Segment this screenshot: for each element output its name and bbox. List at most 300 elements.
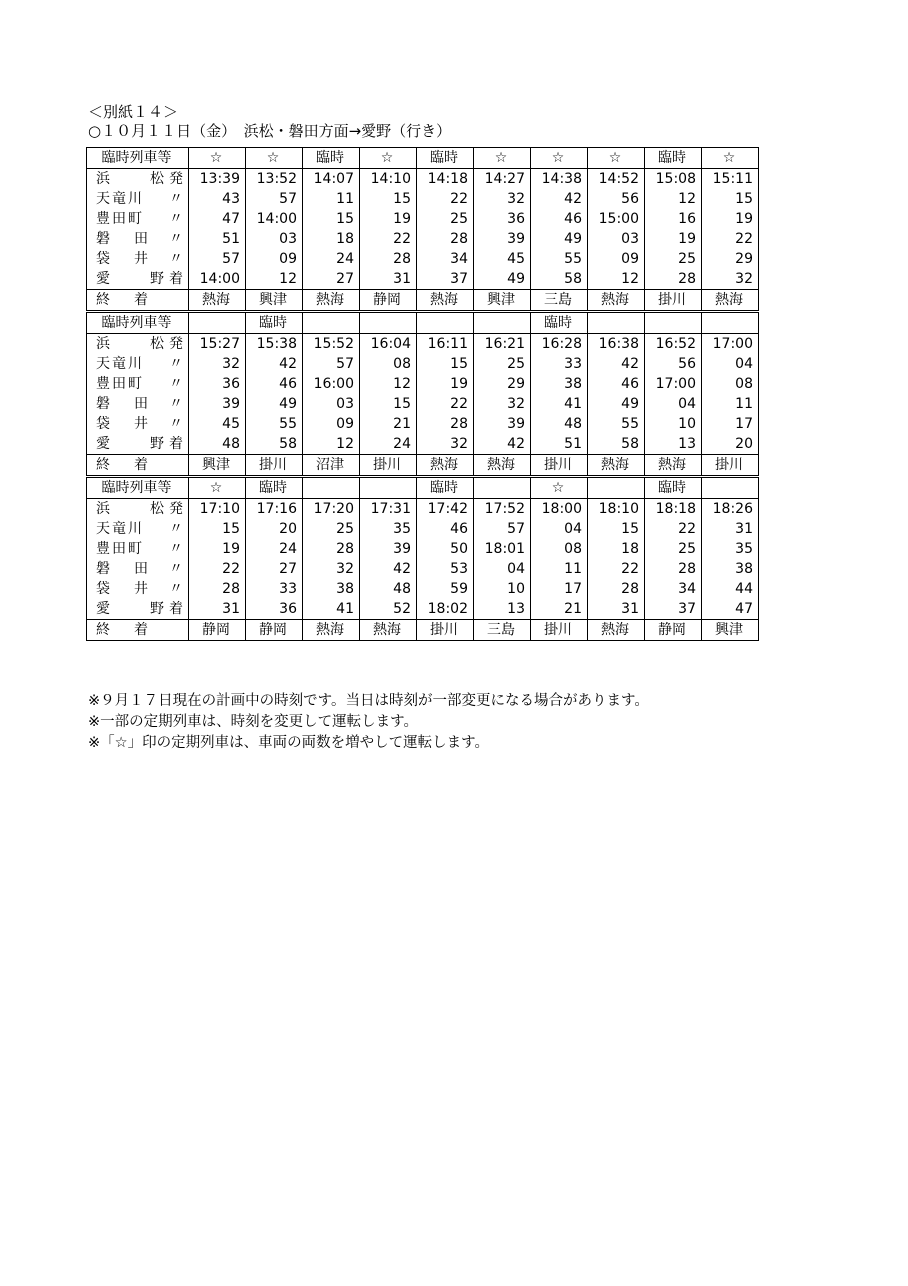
destination-cell: 三島 xyxy=(531,290,588,312)
station-label-cell xyxy=(87,354,189,374)
time-cell: 58 xyxy=(588,434,645,455)
time-cell: 42 xyxy=(474,434,531,455)
destination-cell: 掛川 xyxy=(702,455,759,477)
time-cell: 28 xyxy=(189,579,246,599)
time-cell: 38 xyxy=(303,579,360,599)
time-cell: 53 xyxy=(417,559,474,579)
time-cell: 09 xyxy=(246,249,303,269)
station-row xyxy=(87,334,759,355)
train-type-cell: 臨時 xyxy=(645,477,702,499)
time-cell: 17:31 xyxy=(360,499,417,520)
time-cell: 14:07 xyxy=(303,169,360,190)
time-cell: 28 xyxy=(360,249,417,269)
destination-cell: 静岡 xyxy=(360,290,417,312)
time-cell: 57 xyxy=(246,189,303,209)
time-cell: 38 xyxy=(531,374,588,394)
train-type-cell: ☆ xyxy=(246,148,303,169)
destination-cell: 熱海 xyxy=(360,620,417,641)
time-cell: 15 xyxy=(360,189,417,209)
page-title: ○１０月１１日（金） 浜松・磐田方面→愛野（行き） xyxy=(88,122,452,140)
time-cell: 17:42 xyxy=(417,499,474,520)
station-row xyxy=(87,414,759,434)
time-cell: 49 xyxy=(588,394,645,414)
time-cell: 15:00 xyxy=(588,209,645,229)
time-cell: 21 xyxy=(360,414,417,434)
station-row xyxy=(87,499,759,520)
station-name: 豊 田 町 xyxy=(96,375,144,392)
time-cell: 37 xyxy=(645,599,702,620)
time-cell: 15:08 xyxy=(645,169,702,190)
station-row xyxy=(87,394,759,414)
time-cell: 58 xyxy=(531,269,588,290)
train-type-cell: 臨時 xyxy=(246,477,303,499)
note-item: ※９月１７日現在の計画中の時刻です。当日は時刻が一部変更になる場合があります。 xyxy=(88,693,649,709)
time-cell: 18:02 xyxy=(417,599,474,620)
time-cell: 14:00 xyxy=(189,269,246,290)
time-cell: 34 xyxy=(645,579,702,599)
time-cell: 17:20 xyxy=(303,499,360,520)
train-type-cell xyxy=(303,312,360,334)
station-name: 磐 田 xyxy=(96,230,148,247)
station-row xyxy=(87,169,759,190)
time-cell: 46 xyxy=(588,374,645,394)
time-cell: 16 xyxy=(645,209,702,229)
time-cell: 55 xyxy=(246,414,303,434)
time-cell: 04 xyxy=(645,394,702,414)
time-cell: 29 xyxy=(474,374,531,394)
station-label-cell xyxy=(87,414,189,434)
train-type-header: 臨時列車等 xyxy=(87,148,189,169)
time-cell: 03 xyxy=(303,394,360,414)
timetable xyxy=(86,147,759,641)
station-name: 愛 野 xyxy=(96,600,164,617)
station-action: 〃 xyxy=(169,250,183,267)
time-cell: 19 xyxy=(360,209,417,229)
time-cell: 25 xyxy=(645,249,702,269)
time-cell: 13 xyxy=(474,599,531,620)
time-cell: 24 xyxy=(303,249,360,269)
destination-cell: 興津 xyxy=(246,290,303,312)
time-cell: 04 xyxy=(702,354,759,374)
time-cell: 11 xyxy=(303,189,360,209)
station-label-cell xyxy=(87,519,189,539)
time-cell: 12 xyxy=(246,269,303,290)
time-cell: 13 xyxy=(645,434,702,455)
station-row xyxy=(87,599,759,620)
station-name: 愛 野 xyxy=(96,435,164,452)
train-type-cell: ☆ xyxy=(189,477,246,499)
time-cell: 22 xyxy=(417,394,474,414)
station-label-cell xyxy=(87,559,189,579)
time-cell: 51 xyxy=(189,229,246,249)
train-type-cell xyxy=(588,312,645,334)
train-type-cell: 臨時 xyxy=(303,148,360,169)
time-cell: 20 xyxy=(246,519,303,539)
train-type-cell xyxy=(588,477,645,499)
train-type-cell xyxy=(474,477,531,499)
station-label-cell xyxy=(87,539,189,559)
station-label-cell xyxy=(87,229,189,249)
train-type-cell: ☆ xyxy=(474,148,531,169)
time-cell: 32 xyxy=(474,394,531,414)
station-name: 磐 田 xyxy=(96,395,148,412)
train-type-cell xyxy=(303,477,360,499)
station-action: 〃 xyxy=(169,395,183,412)
time-cell: 45 xyxy=(189,414,246,434)
time-cell: 51 xyxy=(531,434,588,455)
station-action: 発 xyxy=(169,500,183,517)
station-name: 袋 井 xyxy=(96,415,148,432)
destination-cell: 熱海 xyxy=(588,455,645,477)
time-cell: 15 xyxy=(588,519,645,539)
station-name: 豊 田 町 xyxy=(96,540,144,557)
train-type-cell xyxy=(702,477,759,499)
time-cell: 18 xyxy=(303,229,360,249)
time-cell: 15 xyxy=(702,189,759,209)
station-action: 〃 xyxy=(169,210,183,227)
train-type-cell: 臨時 xyxy=(246,312,303,334)
time-cell: 14:38 xyxy=(531,169,588,190)
station-label-cell xyxy=(87,394,189,414)
station-name: 天 竜 川 xyxy=(96,190,144,207)
time-cell: 32 xyxy=(474,189,531,209)
destination-cell: 熱海 xyxy=(417,290,474,312)
destination-header xyxy=(87,620,189,641)
time-cell: 49 xyxy=(246,394,303,414)
destination-cell: 静岡 xyxy=(189,620,246,641)
destination-cell: 熱海 xyxy=(588,290,645,312)
time-cell: 16:28 xyxy=(531,334,588,355)
time-cell: 57 xyxy=(474,519,531,539)
time-cell: 12 xyxy=(360,374,417,394)
time-cell: 13:39 xyxy=(189,169,246,190)
station-name: 浜 松 xyxy=(96,500,164,517)
time-cell: 09 xyxy=(303,414,360,434)
time-cell: 31 xyxy=(189,599,246,620)
time-cell: 04 xyxy=(531,519,588,539)
station-name: 袋 井 xyxy=(96,250,148,267)
time-cell: 46 xyxy=(246,374,303,394)
time-cell: 19 xyxy=(645,229,702,249)
station-action: 発 xyxy=(169,335,183,352)
time-cell: 22 xyxy=(189,559,246,579)
destination-cell: 静岡 xyxy=(246,620,303,641)
time-cell: 15:27 xyxy=(189,334,246,355)
station-label-cell xyxy=(87,434,189,455)
train-type-cell: ☆ xyxy=(360,148,417,169)
time-cell: 52 xyxy=(360,599,417,620)
station-row xyxy=(87,559,759,579)
station-action: 着 xyxy=(169,435,183,452)
time-cell: 31 xyxy=(360,269,417,290)
time-cell: 14:10 xyxy=(360,169,417,190)
time-cell: 22 xyxy=(360,229,417,249)
train-type-cell xyxy=(417,312,474,334)
destination-header xyxy=(87,455,189,477)
destination-cell: 熱海 xyxy=(645,455,702,477)
time-cell: 17 xyxy=(702,414,759,434)
time-cell: 12 xyxy=(645,189,702,209)
destination-cell: 熱海 xyxy=(189,290,246,312)
station-row xyxy=(87,354,759,374)
station-label-cell xyxy=(87,374,189,394)
time-cell: 15:38 xyxy=(246,334,303,355)
station-name: 磐 田 xyxy=(96,560,148,577)
station-action: 〃 xyxy=(169,520,183,537)
time-cell: 15:11 xyxy=(702,169,759,190)
destination-cell: 沼津 xyxy=(303,455,360,477)
time-cell: 25 xyxy=(645,539,702,559)
time-cell: 20 xyxy=(702,434,759,455)
time-cell: 17 xyxy=(531,579,588,599)
time-cell: 39 xyxy=(474,414,531,434)
train-type-row xyxy=(87,477,759,499)
station-row xyxy=(87,189,759,209)
time-cell: 56 xyxy=(645,354,702,374)
time-cell: 58 xyxy=(246,434,303,455)
time-cell: 18:18 xyxy=(645,499,702,520)
destination-cell: 静岡 xyxy=(645,620,702,641)
time-cell: 29 xyxy=(702,249,759,269)
station-action: 〃 xyxy=(169,355,183,372)
time-cell: 35 xyxy=(360,519,417,539)
time-cell: 27 xyxy=(246,559,303,579)
time-cell: 49 xyxy=(531,229,588,249)
time-cell: 28 xyxy=(417,414,474,434)
time-cell: 19 xyxy=(702,209,759,229)
time-cell: 19 xyxy=(417,374,474,394)
destination-row xyxy=(87,455,759,477)
time-cell: 21 xyxy=(531,599,588,620)
time-cell: 10 xyxy=(645,414,702,434)
time-cell: 31 xyxy=(588,599,645,620)
time-cell: 17:52 xyxy=(474,499,531,520)
train-type-cell xyxy=(360,477,417,499)
time-cell: 16:11 xyxy=(417,334,474,355)
time-cell: 18:01 xyxy=(474,539,531,559)
destination-row xyxy=(87,620,759,641)
time-cell: 42 xyxy=(531,189,588,209)
time-cell: 13:52 xyxy=(246,169,303,190)
destination-cell: 掛川 xyxy=(531,455,588,477)
time-cell: 18:10 xyxy=(588,499,645,520)
station-action: 発 xyxy=(169,170,183,187)
station-row xyxy=(87,434,759,455)
time-cell: 39 xyxy=(360,539,417,559)
train-type-cell: 臨時 xyxy=(417,148,474,169)
time-cell: 44 xyxy=(702,579,759,599)
time-cell: 14:00 xyxy=(246,209,303,229)
time-cell: 24 xyxy=(360,434,417,455)
time-cell: 14:27 xyxy=(474,169,531,190)
time-cell: 46 xyxy=(531,209,588,229)
time-cell: 11 xyxy=(531,559,588,579)
time-cell: 35 xyxy=(702,539,759,559)
time-cell: 16:21 xyxy=(474,334,531,355)
time-cell: 10 xyxy=(474,579,531,599)
time-cell: 15:52 xyxy=(303,334,360,355)
train-type-cell: ☆ xyxy=(531,477,588,499)
destination-row xyxy=(87,290,759,312)
time-cell: 34 xyxy=(417,249,474,269)
destination-header xyxy=(87,290,189,312)
time-cell: 18:26 xyxy=(702,499,759,520)
train-type-cell: 臨時 xyxy=(531,312,588,334)
train-type-cell xyxy=(360,312,417,334)
destination-cell: 興津 xyxy=(474,290,531,312)
time-cell: 22 xyxy=(645,519,702,539)
time-cell: 49 xyxy=(474,269,531,290)
station-name: 浜 松 xyxy=(96,170,164,187)
station-row xyxy=(87,269,759,290)
time-cell: 15 xyxy=(417,354,474,374)
train-type-cell: ☆ xyxy=(702,148,759,169)
time-cell: 56 xyxy=(588,189,645,209)
time-cell: 36 xyxy=(189,374,246,394)
time-cell: 17:00 xyxy=(702,334,759,355)
time-cell: 08 xyxy=(531,539,588,559)
time-cell: 55 xyxy=(588,414,645,434)
destination-cell: 掛川 xyxy=(246,455,303,477)
station-label-cell xyxy=(87,249,189,269)
time-cell: 36 xyxy=(474,209,531,229)
time-cell: 47 xyxy=(189,209,246,229)
station-label-cell xyxy=(87,209,189,229)
time-cell: 39 xyxy=(189,394,246,414)
time-cell: 16:52 xyxy=(645,334,702,355)
time-cell: 15 xyxy=(360,394,417,414)
time-cell: 08 xyxy=(702,374,759,394)
station-action: 〃 xyxy=(169,190,183,207)
station-name: 袋 井 xyxy=(96,580,148,597)
station-action: 〃 xyxy=(169,560,183,577)
destination-label: 終 着 xyxy=(96,456,148,473)
station-action: 〃 xyxy=(169,580,183,597)
station-name: 愛 野 xyxy=(96,270,164,287)
train-type-cell xyxy=(702,312,759,334)
station-action: 着 xyxy=(169,600,183,617)
station-row xyxy=(87,249,759,269)
time-cell: 47 xyxy=(702,599,759,620)
time-cell: 48 xyxy=(531,414,588,434)
station-label-cell xyxy=(87,499,189,520)
time-cell: 18 xyxy=(588,539,645,559)
train-type-cell xyxy=(189,312,246,334)
time-cell: 16:38 xyxy=(588,334,645,355)
time-cell: 57 xyxy=(189,249,246,269)
destination-cell: 熱海 xyxy=(702,290,759,312)
destination-cell: 熱海 xyxy=(417,455,474,477)
station-row xyxy=(87,209,759,229)
time-cell: 16:04 xyxy=(360,334,417,355)
station-action: 〃 xyxy=(169,375,183,392)
time-cell: 03 xyxy=(246,229,303,249)
station-row xyxy=(87,579,759,599)
time-cell: 12 xyxy=(588,269,645,290)
time-cell: 19 xyxy=(189,539,246,559)
train-type-cell: 臨時 xyxy=(417,477,474,499)
station-row xyxy=(87,229,759,249)
time-cell: 59 xyxy=(417,579,474,599)
station-name: 豊 田 町 xyxy=(96,210,144,227)
time-cell: 22 xyxy=(702,229,759,249)
destination-cell: 熱海 xyxy=(303,620,360,641)
train-type-cell xyxy=(645,312,702,334)
time-cell: 50 xyxy=(417,539,474,559)
station-action: 〃 xyxy=(169,415,183,432)
station-label-cell xyxy=(87,269,189,290)
station-label-cell xyxy=(87,599,189,620)
time-cell: 32 xyxy=(702,269,759,290)
time-cell: 18:00 xyxy=(531,499,588,520)
destination-cell: 三島 xyxy=(474,620,531,641)
time-cell: 15 xyxy=(303,209,360,229)
station-action: 着 xyxy=(169,270,183,287)
train-type-row xyxy=(87,148,759,169)
time-cell: 17:10 xyxy=(189,499,246,520)
station-name: 天 竜 川 xyxy=(96,355,144,372)
time-cell: 25 xyxy=(474,354,531,374)
destination-cell: 掛川 xyxy=(531,620,588,641)
time-cell: 38 xyxy=(702,559,759,579)
station-row xyxy=(87,539,759,559)
destination-label: 終 着 xyxy=(96,291,148,308)
time-cell: 48 xyxy=(360,579,417,599)
station-row xyxy=(87,374,759,394)
time-cell: 42 xyxy=(246,354,303,374)
time-cell: 16:00 xyxy=(303,374,360,394)
time-cell: 33 xyxy=(246,579,303,599)
note-item: ※「☆」印の定期列車は、車両の両数を増やして運転します。 xyxy=(88,735,489,751)
time-cell: 28 xyxy=(645,559,702,579)
time-cell: 11 xyxy=(702,394,759,414)
time-cell: 37 xyxy=(417,269,474,290)
time-cell: 42 xyxy=(588,354,645,374)
train-type-row xyxy=(87,312,759,334)
station-label-cell xyxy=(87,579,189,599)
time-cell: 36 xyxy=(246,599,303,620)
time-cell: 28 xyxy=(303,539,360,559)
destination-label: 終 着 xyxy=(96,621,148,638)
destination-cell: 熱海 xyxy=(474,455,531,477)
station-label-cell xyxy=(87,189,189,209)
time-cell: 55 xyxy=(531,249,588,269)
train-type-cell: ☆ xyxy=(531,148,588,169)
time-cell: 22 xyxy=(588,559,645,579)
time-cell: 42 xyxy=(360,559,417,579)
time-cell: 39 xyxy=(474,229,531,249)
time-cell: 32 xyxy=(303,559,360,579)
station-label-cell xyxy=(87,169,189,190)
destination-cell: 掛川 xyxy=(645,290,702,312)
time-cell: 22 xyxy=(417,189,474,209)
station-action: 〃 xyxy=(169,230,183,247)
time-cell: 41 xyxy=(303,599,360,620)
time-cell: 04 xyxy=(474,559,531,579)
time-cell: 14:18 xyxy=(417,169,474,190)
time-cell: 14:52 xyxy=(588,169,645,190)
time-cell: 41 xyxy=(531,394,588,414)
time-cell: 57 xyxy=(303,354,360,374)
appendix-label: ＜別紙１４＞ xyxy=(88,103,179,121)
station-name: 天 竜 川 xyxy=(96,520,144,537)
time-cell: 43 xyxy=(189,189,246,209)
time-cell: 28 xyxy=(588,579,645,599)
time-cell: 46 xyxy=(417,519,474,539)
train-type-cell: ☆ xyxy=(588,148,645,169)
time-cell: 31 xyxy=(702,519,759,539)
destination-cell: 熱海 xyxy=(588,620,645,641)
